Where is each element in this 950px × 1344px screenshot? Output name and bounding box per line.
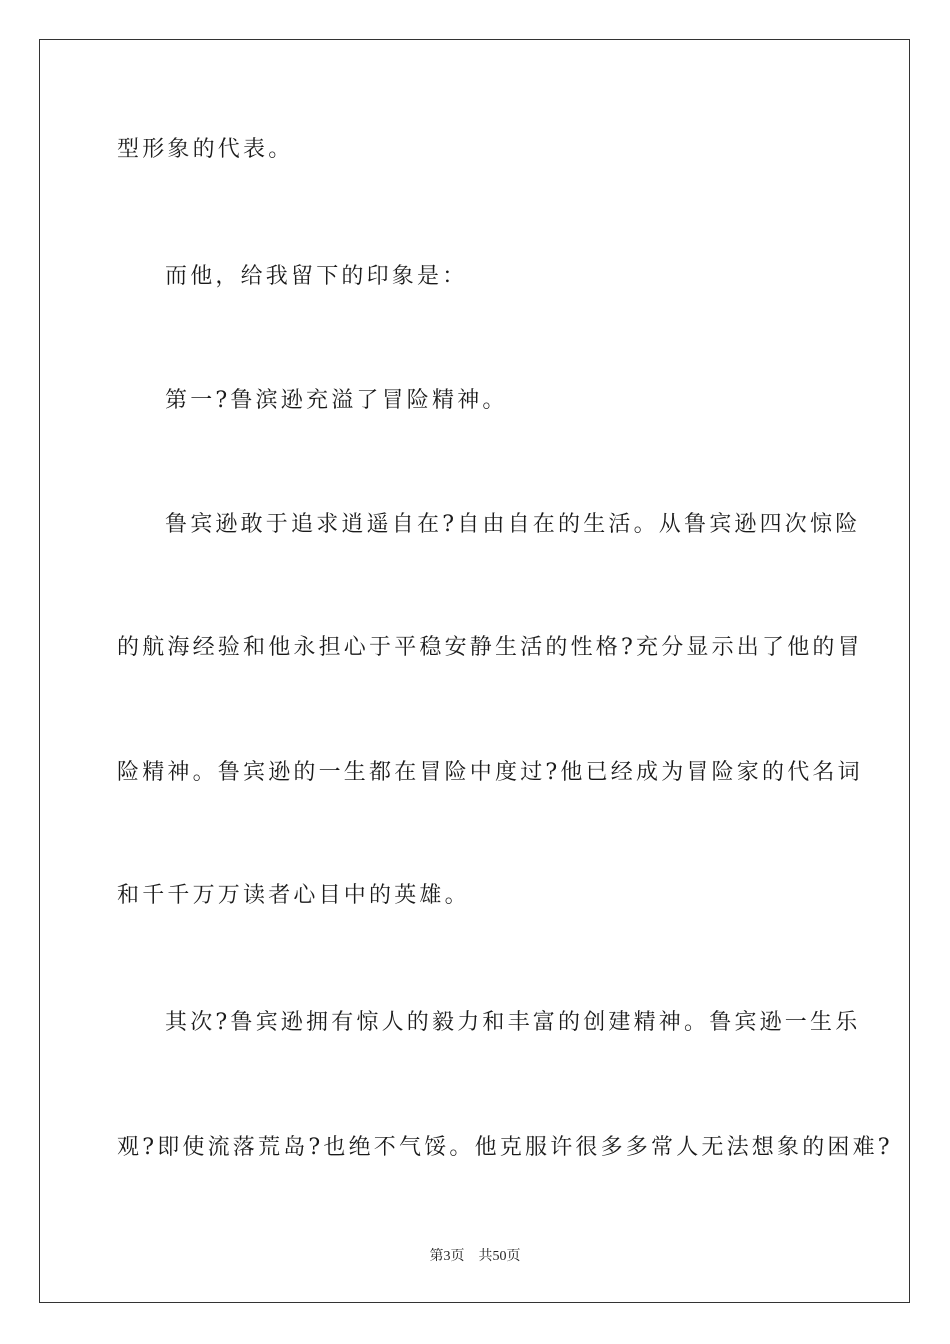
text-line-6: 险精神。鲁宾逊的一生都在冒险中度过?他已经成为冒险家的代名词	[117, 760, 863, 785]
text-line-9: 观?即使流落荒岛?也绝不气馁。他克服许很多多常人无法想象的困难?	[117, 1135, 893, 1160]
page-footer	[0, 1245, 950, 1265]
text-line-2: 而他，给我留下的印象是：	[165, 264, 468, 289]
page-number: 第3页	[429, 1249, 465, 1264]
text-line-1: 型形象的代表。	[117, 137, 294, 162]
text-line-7: 和千千万万读者心目中的英雄。	[117, 883, 470, 908]
text-line-8: 其次?鲁宾逊拥有惊人的毅力和丰富的创建精神。鲁宾逊一生乐	[165, 1010, 861, 1035]
text-line-5: 的航海经验和他永担心于平稳安静生活的性格?充分显示出了他的冒	[117, 635, 863, 660]
page-border	[39, 39, 910, 1303]
text-line-3: 第一?鲁滨逊充溢了冒险精神。	[165, 388, 508, 413]
page-total: 共50页	[478, 1249, 521, 1264]
text-line-4: 鲁宾逊敢于追求逍遥自在?自由自在的生活。从鲁宾逊四次惊险	[165, 512, 861, 537]
